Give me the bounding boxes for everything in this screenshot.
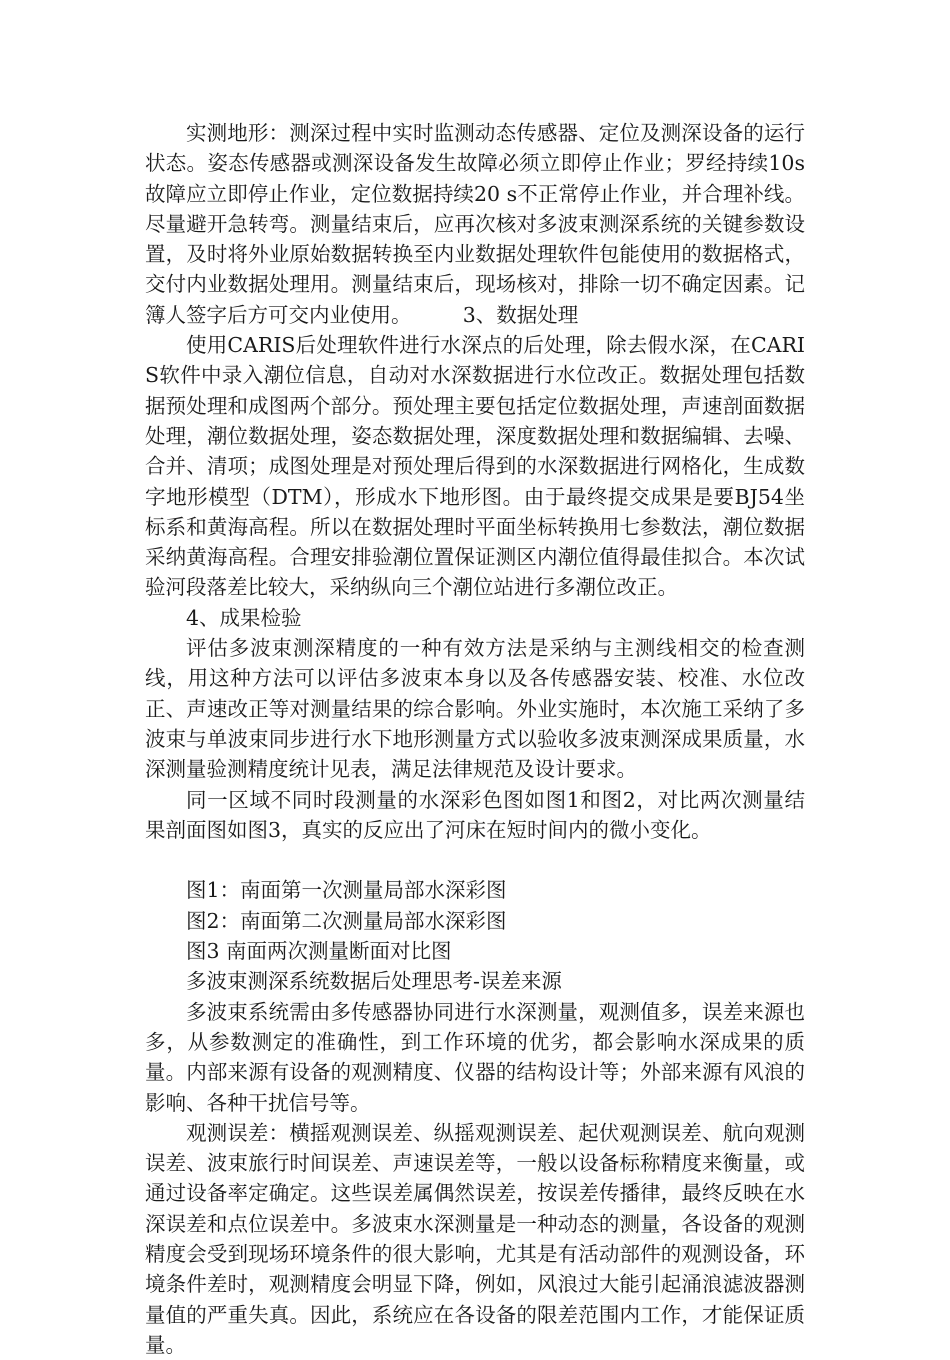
section-title-error-sources: 多波束测深系统数据后处理思考-误差来源 xyxy=(186,969,562,994)
figure-caption-3: 图3 南面两次测量断面对比图 xyxy=(186,939,452,964)
heading-result-check: 4、成果检验 xyxy=(186,605,302,630)
figure-caption-1: 图1：南面第一次测量局部水深彩图 xyxy=(186,878,507,903)
document-body xyxy=(145,118,805,1360)
figure-caption-2: 图2：南面第二次测量局部水深彩图 xyxy=(186,908,507,933)
paragraph-accuracy-assessment: 评估多波束测深精度的一种有效方法是采纳与主测线相交的检查测线，用这种方法可以评估多波束本身以及各传感器安装、校准、水位改正、声速改正等对测量结果的综合影响。外业实施时，本次施工采纳了多波束与单波束同步进行水下地形测量方式以验收多波束测深成果质量，水深测量验测精度统计见表，满足法律规范及设计要求。 xyxy=(145,636,805,782)
paragraph-figure-reference: 同一区域不同时段测量的水深彩色图如图1和图2，对比两次测量结果剖面图如图3，真实的反应出了河床在短时间内的微小变化。 xyxy=(145,787,805,842)
paragraph-data-processing: 使用CARIS后处理软件进行水深点的后处理，除去假水深，在CARIS软件中录入潮位信息，自动对水深数据进行水位改正。数据处理包括数据预处理和成图两个部分。预处理主要包括定位数据处理，声速剖面数据处理，潮位数据处理，姿态数据处理，深度数据处理和数据编辑、去噪、合并、清项；成图处理是对预处理后得到的水深数据进行网格化，生成数字地形模型（DTM），形成水下地形图。由于最终提交成果是要BJ54坐标系和黄海高程。所以在数据处理时平面坐标转换用七参数法，潮位数据采纳黄海高程。合理安排验潮位置保证测区内潮位值得最佳拟合。本次试验河段落差比较大，采纳纵向三个潮位站进行多潮位改正。 xyxy=(145,333,805,600)
blank-line xyxy=(145,845,805,875)
paragraph-error-sources: 多波束系统需由多传感器协同进行水深测量，观测值多，误差来源也多，从参数测定的准确性，到工作环境的优劣，都会影响水深成果的质量。内部来源有设备的观测精度、仪器的结构设计等；外部来源有风浪的影响、各种干扰信号等。 xyxy=(145,999,805,1115)
paragraph-observation-error: 观测误差：横摇观测误差、纵摇观测误差、起伏观测误差、航向观测误差、波束旅行时间误差、声速误差等，一般以设备标称精度来衡量，或通过设备率定确定。这些误差属偶然误差，按误差传播律，最终反映在水深误差和点位误差中。多波束水深测量是一种动态的测量，各设备的观测精度会受到现场环境条件的很大影响，尤其是有活动部件的观测设备，环境条件差时，观测精度会明显下降，例如，风浪过大能引起涌浪滤波器测量值的严重失真。因此，系统应在各设备的限差范围内工作，才能保证质量。 xyxy=(145,1120,805,1357)
paragraph-terrain-survey: 实测地形：测深过程中实时监测动态传感器、定位及测深设备的运行状态。姿态传感器或测深设备发生故障必须立即停止作业；罗经持续10s故障应立即停止作业，定位数据持续20 s不正常停止作业，并合理补线。尽量避开急转弯。测量结束后，应再次核对多波束测深系统的关键参数设置，及时将外业原始数据转换至内业数据处理软件包能使用的数据格式，交付内业数据处理用。测量结束后，现场核对，排除一切不确定因素。记簿人签字后方可交内业使用。 3、数据处理 xyxy=(145,121,805,327)
